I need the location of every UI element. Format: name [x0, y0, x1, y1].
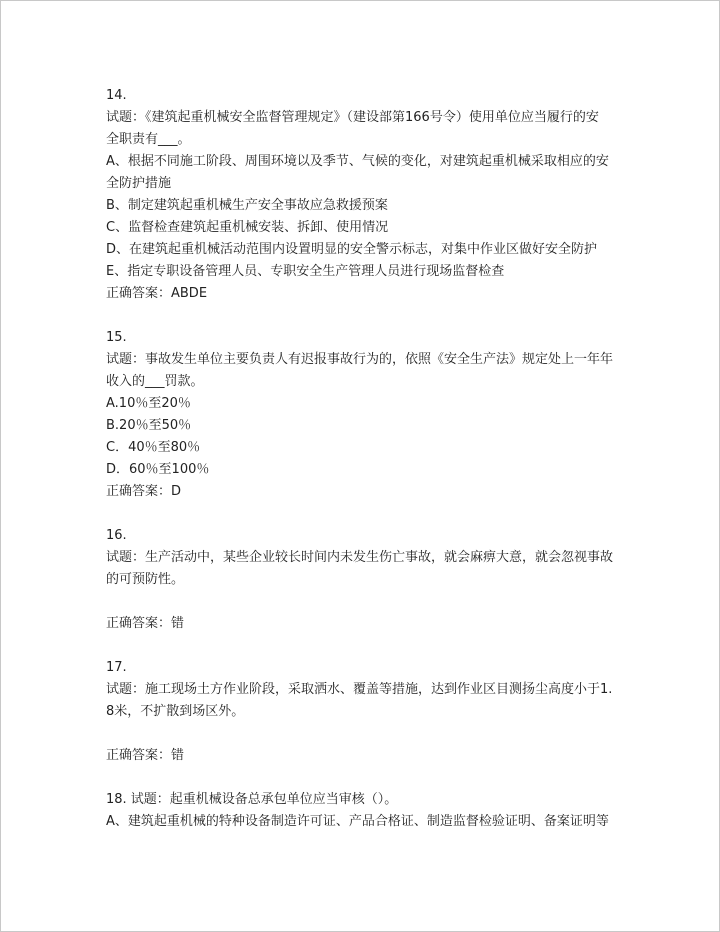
option-a: 全防护措施	[106, 176, 172, 191]
answer: 正确答案：ABDE	[106, 286, 208, 301]
blank-line	[106, 723, 616, 745]
option-a: A.10％至20％	[106, 396, 191, 411]
option-c: C．40％至80％	[106, 440, 201, 455]
question-17	[106, 657, 616, 767]
question-text: 收入的___罚款。	[106, 374, 204, 389]
question-text: 试题：事故发生单位主要负责人有迟报事故行为的，依照《安全生产法》规定处上一年年	[106, 352, 614, 367]
question-16	[106, 525, 616, 635]
blank-line	[106, 591, 616, 613]
answer: 正确答案：错	[106, 616, 185, 631]
question-number: 15.	[106, 330, 127, 345]
option-e: E、指定专职设备管理人员、专职安全生产管理人员进行现场监督检查	[106, 264, 505, 279]
question-text: 试题：《建筑起重机械安全监督管理规定》（建设部第166号令）使用单位应当履行的安	[106, 110, 599, 125]
answer: 正确答案：D	[106, 484, 182, 499]
option-b: B、制定建筑起重机械生产安全事故应急救援预案	[106, 198, 388, 213]
question-number: 16.	[106, 528, 127, 543]
option-a: A、根据不同施工阶段、周围环境以及季节、气候的变化，对建筑起重机械采取相应的安	[106, 154, 609, 169]
question-18	[106, 789, 616, 833]
option-d: D、在建筑起重机械活动范围内设置明显的安全警示标志，对集中作业区做好安全防护	[106, 242, 598, 257]
option-b: B.20％至50％	[106, 418, 192, 433]
question-text: 试题：施工现场土方作业阶段，采取洒水、覆盖等措施，达到作业区目测扬尘高度小于1.	[106, 682, 613, 697]
question-text: 8米，不扩散到场区外。	[106, 704, 245, 719]
question-list	[106, 85, 616, 855]
question-text: 试题：生产活动中，某些企业较长时间内未发生伤亡事故，就会麻痹大意，就会忽视事故	[106, 550, 614, 565]
option-a: A、建筑起重机械的特种设备制造许可证、产品合格证、制造监督检验证明、备案证明等	[106, 814, 609, 829]
question-number: 17.	[106, 660, 127, 675]
question-number: 14.	[106, 88, 127, 103]
answer: 正确答案：错	[106, 748, 185, 763]
question-text: 的可预防性。	[106, 572, 185, 587]
question-14	[106, 85, 616, 305]
question-15	[106, 327, 616, 503]
option-d: D．60％至100％	[106, 462, 210, 477]
question-number-and-text: 18. 试题：起重机械设备总承包单位应当审核（）。	[106, 792, 398, 807]
option-c: C、监督检查建筑起重机械安装、拆卸、使用情况	[106, 220, 389, 235]
question-text: 全职责有___。	[106, 132, 191, 147]
